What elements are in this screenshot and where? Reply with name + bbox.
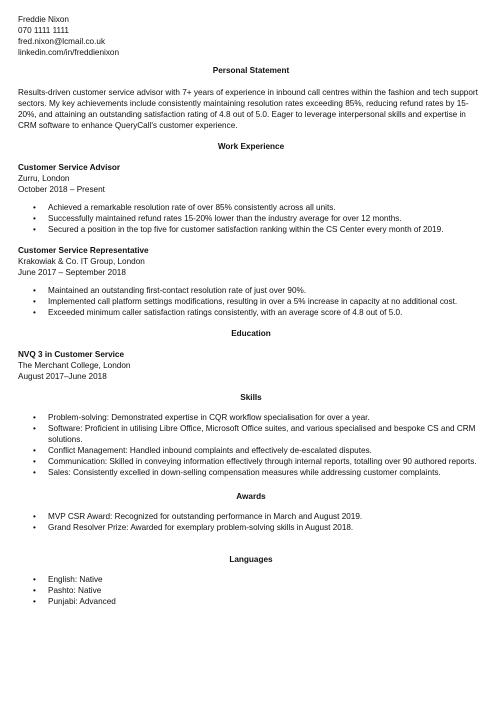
email-address: fred.nixon@lcmail.co.uk — [18, 37, 106, 46]
job-title: Customer Service Advisor — [18, 163, 121, 172]
awards-heading: Awards — [236, 492, 266, 501]
work-experience-heading: Work Experience — [217, 142, 285, 151]
education-dates: August 2017–June 2018 — [18, 372, 107, 381]
phone-number: 070 1111 1111 — [18, 26, 69, 35]
job-entry — [18, 245, 484, 318]
linkedin-url: linkedin.com/in/freddienixon — [18, 48, 120, 57]
list-item: • Communication: Skilled in conveying information effectively through internal reports, totalling over 90 authored reports. — [18, 456, 484, 467]
list-item: • Sales: Consistently excelled in down-selling compensation measures while addressing customer complaints. — [18, 467, 484, 478]
contact-block — [18, 14, 484, 58]
job-bullets — [18, 285, 484, 318]
skills-heading: Skills — [240, 393, 262, 402]
awards-list — [18, 511, 484, 533]
skills-list — [18, 412, 484, 478]
list-item: • Maintained an outstanding first-contact resolution rate of just over 90%. — [18, 285, 484, 296]
list-item: • Secured a position in the top five for customer satisfaction ranking within the CS Center every month of 2019. — [18, 224, 484, 235]
cv-page — [18, 14, 484, 607]
job-company: Krakowiak & Co. IT Group, London — [18, 257, 145, 266]
list-item: • Exceeded minimum caller satisfaction ratings consistently, with an average score of 4.8 out of 5.0. — [18, 307, 484, 318]
list-item: • Achieved a remarkable resolution rate of over 85% consistently across all units. — [18, 202, 484, 213]
job-dates: June 2017 – September 2018 — [18, 268, 126, 277]
personal-statement-heading: Personal Statement — [212, 66, 290, 75]
job-entry — [18, 162, 484, 235]
languages-list — [18, 574, 484, 607]
list-item: • Grand Resolver Prize: Awarded for exemplary problem-solving skills in August 2018. — [18, 522, 484, 533]
job-dates: October 2018 – Present — [18, 185, 105, 194]
candidate-name: Freddie Nixon — [18, 15, 69, 24]
job-bullets — [18, 202, 484, 235]
list-item: • MVP CSR Award: Recognized for outstanding performance in March and August 2019. — [18, 511, 484, 522]
list-item: • Implemented call platform settings modifications, resulting in over a 5% increase in capacity at no additional cost. — [18, 296, 484, 307]
list-item: • Successfully maintained refund rates 15-20% lower than the industry average for over 12 months. — [18, 213, 484, 224]
list-item: • Problem-solving: Demonstrated expertise in CQR workflow specialisation for over a year. — [18, 412, 484, 423]
institution-name: The Merchant College, London — [18, 361, 131, 370]
personal-statement-text: Results-driven customer service advisor with 7+ years of experience in inbound call centres within the fashion and tech support sectors. My key achievements include consistently maintaining resolution rates exceeding 85%, reducing refund rates by 15-20%, and attaining an outstanding satisfaction rating of 4.8 out of 5.0. Eager to leverage interpersonal skills and expertise in CRM software to enhance QueryCall's customer experience. — [18, 88, 478, 130]
education-entry — [18, 349, 484, 382]
education-heading: Education — [231, 329, 271, 338]
job-title: Customer Service Representative — [18, 246, 149, 255]
job-company: Zurru, London — [18, 174, 70, 183]
qualification-title: NVQ 3 in Customer Service — [18, 350, 125, 359]
list-item: • Punjabi: Advanced — [18, 596, 484, 607]
list-item: • Software: Proficient in utilising Libre Office, Microsoft Office suites, and various specialised and bespoke CS and CRM solutions. — [18, 423, 484, 445]
languages-heading: Languages — [229, 555, 273, 564]
list-item: • English: Native — [18, 574, 484, 585]
list-item: • Conflict Management: Handled inbound complaints and effectively de-escalated disputes. — [18, 445, 484, 456]
list-item: • Pashto: Native — [18, 585, 484, 596]
